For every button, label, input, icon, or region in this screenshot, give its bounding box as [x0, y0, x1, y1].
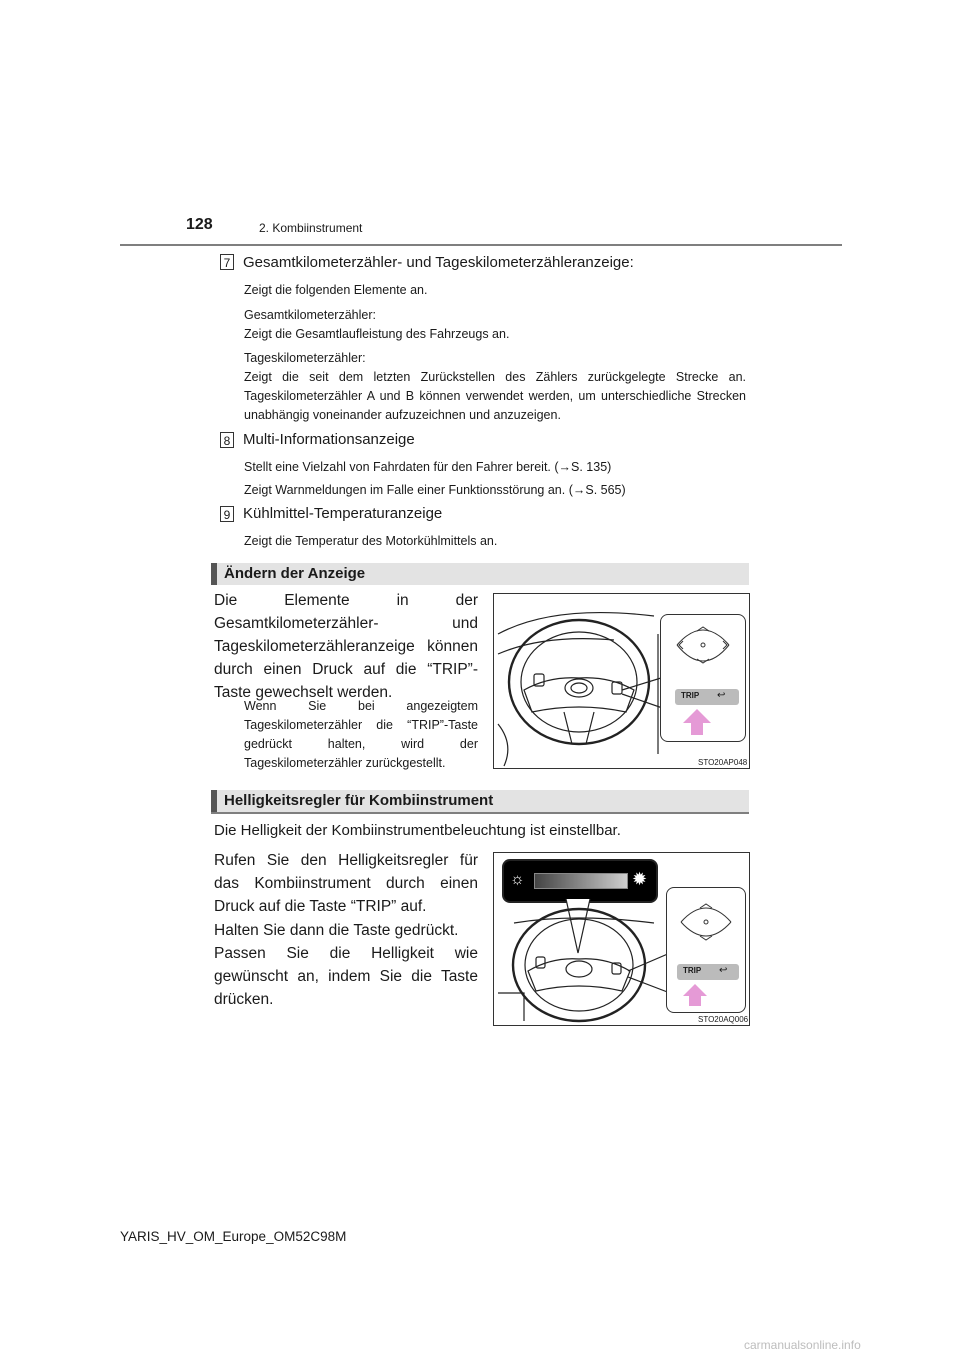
item-badge-7: 7	[220, 254, 234, 270]
section-underline	[211, 812, 749, 814]
section2-para-2: Halten Sie dann die Taste gedrückt.	[214, 922, 459, 939]
odometer-desc: Zeigt die Gesamtlaufleistung des Fahrzeugs an.	[244, 327, 510, 341]
trip-switch-closeup	[660, 614, 746, 742]
press-arrow-icon	[683, 984, 707, 996]
section2-para-3: Passen Sie die Helligkeit wie gewünscht an, indem Sie die Taste drücken.	[214, 945, 478, 1008]
press-arrow-icon	[683, 709, 711, 723]
section2-para-1: Rufen Sie den Helligkeitsregler für das Kombiinstrument durch einen Druck auf die Taste “TRIP” auf.	[214, 852, 478, 915]
section-title: Helligkeitsregler für Kombiinstrument	[224, 792, 494, 809]
watermark: carmanualsonline.info	[744, 1338, 861, 1352]
page-number: 128	[186, 216, 213, 233]
coolant-desc: Zeigt die Temperatur des Motorkühlmittels an.	[244, 534, 498, 548]
item-title-coolant: Kühlmittel-Temperaturanzeige	[243, 505, 443, 522]
section-accent	[211, 563, 217, 585]
item-badge-9: 9	[220, 506, 234, 522]
press-arrow-stem	[689, 996, 701, 1006]
item-intro: Zeigt die folgenden Elemente an.	[244, 283, 428, 297]
section-header-display-change	[211, 563, 749, 585]
section1-note: Wenn Sie bei angezeigtem Tageskilometerzähler die “TRIP”-Taste gedrückt halten, wird der Tageskilometerzähler zurückgestellt.	[244, 699, 478, 770]
figure-code: STO20AP048	[698, 758, 748, 767]
chapter-title: 2. Kombiinstrument	[259, 221, 363, 235]
section1-body: Die Elemente in der Gesamtkilometerzähler- und Tageskilometerzähleranzeige können durch einen Druck auf die “TRIP”-Taste gewechselt werden.	[214, 592, 478, 701]
multi-info-line-1: Stellt eine Vielzahl von Fahrdaten für den Fahrer bereit. (→S. 135)	[244, 460, 612, 474]
trip-button-label: TRIP	[681, 691, 700, 700]
item-badge-8: 8	[220, 432, 234, 448]
return-icon: ↩	[717, 690, 726, 701]
header-rule	[120, 244, 842, 246]
figure-code: STO20AQ006	[698, 1015, 749, 1024]
press-arrow-stem	[691, 723, 703, 735]
multi-info-line-2: Zeigt Warnmeldungen im Falle einer Funktionsstörung an. (→S. 565)	[244, 483, 626, 497]
section-accent	[211, 790, 217, 812]
trip-button-label: TRIP	[683, 966, 702, 975]
return-icon: ↩	[719, 965, 728, 976]
tripmeter-desc: Zeigt die seit dem letzten Zurückstellen des Zählers zurückgelegte Strecke an. Tageskilometerzähler A und B können verwendet werden, um unterschiedliche Strecken unabhängig voneinander aufzuzeichnen und anzuzeigen.	[244, 370, 746, 422]
figure-brightness	[493, 852, 750, 1026]
figure-trip-button	[493, 593, 750, 769]
section2-intro: Die Helligkeit der Kombiinstrumentbeleuchtung ist einstellbar.	[214, 822, 621, 839]
trip-switch-closeup	[666, 887, 746, 1013]
brightness-low-icon: ☼	[510, 871, 525, 888]
section-header-brightness	[211, 790, 749, 812]
item-title-multi-info: Multi-Informationsanzeige	[243, 431, 415, 448]
brightness-high-icon: ✹	[632, 869, 648, 889]
section-title: Ändern der Anzeige	[224, 565, 366, 582]
odometer-label: Gesamtkilometerzähler:	[244, 308, 376, 322]
document-id: YARIS_HV_OM_Europe_OM52C98M	[120, 1229, 347, 1244]
item-title-odometer: Gesamtkilometerzähler- und Tageskilometerzähleranzeige:	[243, 254, 634, 271]
tripmeter-label: Tageskilometerzähler:	[244, 351, 366, 365]
